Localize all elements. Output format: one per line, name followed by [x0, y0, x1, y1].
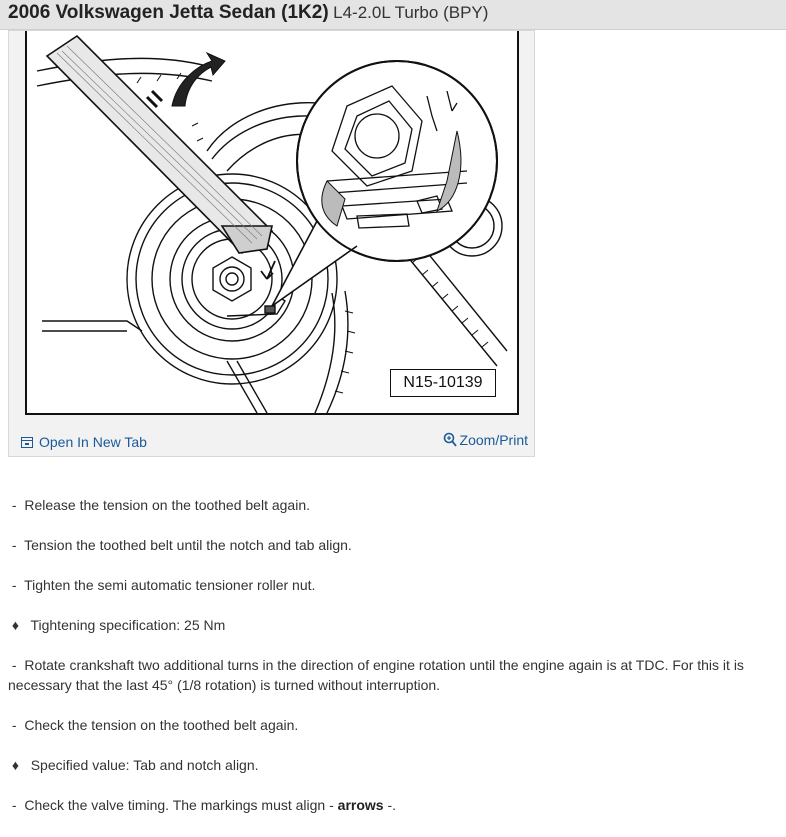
step-item — [8, 535, 778, 555]
page-header — [0, 0, 786, 30]
step-marker: - — [11, 577, 17, 593]
new-tab-icon — [21, 437, 33, 448]
step-text: Specified value: Tab and notch align. — [30, 757, 259, 773]
step-item — [8, 575, 778, 595]
tensioner-diagram — [27, 31, 517, 413]
engine-subtitle: L4-2.0L Turbo (BPY) — [333, 3, 489, 22]
step-text: Rotate crankshaft two additional turns in the direction of engine rotation until the engine again is at TDC. For this it is necessary that the last 45° (1/8 rotation) is turned without interruption. — [8, 657, 744, 693]
step-item — [8, 715, 778, 735]
step-marker: - — [11, 717, 17, 733]
step-item — [8, 615, 778, 635]
step-text: Tightening specification: 25 Nm — [30, 617, 226, 633]
open-in-new-tab-link[interactable] — [21, 434, 147, 450]
step-text-suffix: -. — [387, 797, 397, 813]
step-item — [8, 495, 778, 515]
technical-illustration[interactable] — [25, 31, 519, 415]
step-marker: - — [11, 657, 17, 673]
step-marker: - — [11, 797, 17, 813]
diamond-bullet-icon: ♦ — [11, 617, 20, 633]
step-text: Tension the toothed belt until the notch and tab align. — [24, 537, 352, 553]
figure-id-label: N15-10139 — [390, 369, 496, 397]
step-text: Tighten the semi automatic tensioner roller nut. — [24, 577, 316, 593]
step-marker: - — [11, 497, 17, 513]
step-text: Check the valve timing. The markings must align - — [24, 797, 334, 813]
vehicle-title: 2006 Volkswagen Jetta Sedan (1K2) — [8, 2, 329, 23]
figure-toolbar — [9, 431, 534, 455]
step-item — [8, 655, 778, 695]
zoom-icon — [443, 432, 457, 448]
zoom-print-link[interactable] — [443, 432, 528, 448]
step-marker: - — [11, 537, 17, 553]
step-text: Check the tension on the toothed belt again. — [24, 717, 299, 733]
step-text: Release the tension on the toothed belt again. — [24, 497, 311, 513]
diamond-bullet-icon: ♦ — [11, 757, 20, 773]
step-item — [8, 795, 778, 815]
zoom-print-label: Zoom/Print — [459, 432, 528, 448]
open-in-new-tab-label: Open In New Tab — [39, 434, 147, 450]
figure-card — [8, 30, 535, 457]
step-item — [8, 755, 778, 775]
step-bold-text: arrows — [337, 797, 384, 813]
